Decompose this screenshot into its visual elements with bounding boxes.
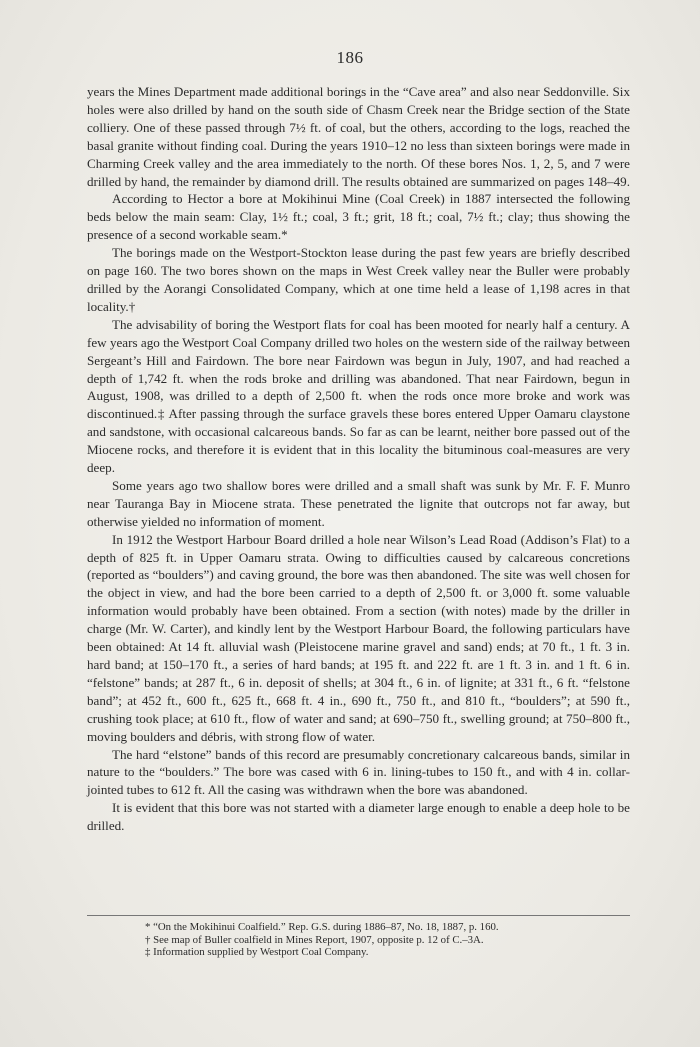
- paragraph-continuation: years the Mines Department made additional borings in the “Cave area” and also near Seddonville. Six holes were also drilled by hand on the south side of Chasm Creek near the Bridge section of the State colliery. One of these passed through 7½ ft. of coal, but the others, according to the logs, reached the basal granite without finding coal. During the years 1910–12 no less than sixteen borings were made in Charming Creek valley and the area immediately to the north. Of these bores Nos. 1, 2, 5, and 7 were drilled by hand, the remainder by diamond drill. The results obtained are summarized on pages 148–49.: [87, 84, 631, 189]
- paragraph-felstone-bands: The hard “elstone” bands of this record are presumably concretionary calcareous bands, similar in nature to the “boulders.” The bore was cased with 6 in. lining-tubes to 150 ft., and with 4 in. collar-jointed tubes to 612 ft. All the casing was withdrawn when the bore was abandoned.: [87, 746, 630, 798]
- paragraph-tauranga-bay: Some years ago two shallow bores were drilled and a small shaft was sunk by Mr. F. F. Munro near Tauranga Bay in Miocene strata. These penetrated the lignite that outcrops not far away, but otherwise yielded no information of moment.: [87, 477, 630, 529]
- footnote-divider: [87, 915, 630, 916]
- footnotes: [145, 921, 630, 959]
- footnote-1: * “On the Mokihinui Coalfield.” Rep. G.S. during 1886–87, No. 18, 1887, p. 160.: [145, 921, 499, 933]
- page-number: 186: [336, 48, 364, 67]
- paragraph-westport-flats: The advisability of boring the Westport flats for coal has been mooted for nearly half a century. A few years ago the Westport Coal Company drilled two holes on the western side of the railway between Sergeant’s Hill and Fairdown. The bore near Fairdown was begun in July, 1907, and had reached a depth of 1,742 ft. when the rods broke and drilling was abandoned. That near Fairdown, begun in August, 1908, was drilled to a depth of 2,500 ft. when the rods once more broke and work was discontinued.‡ After passing through the surface gravels these bores entered Upper Oamaru claystone and sandstone, with occasional calcareous bands. So far as can be learnt, neither bore passed out of the Miocene rocks, and therefore it is evident that in this locality the bituminous coal-measures are very deep.: [87, 316, 630, 476]
- footnote-3: ‡ Information supplied by Westport Coal Company.: [145, 946, 369, 959]
- body-text: [87, 83, 630, 835]
- paragraph-conclusion: It is evident that this bore was not started with a diameter large enough to enable a deep hole to be drilled.: [87, 800, 630, 834]
- paragraph-westport-stockton: The borings made on the Westport-Stockton lease during the past few years are briefly described on page 160. The two bores shown on the maps in West Creek valley near the Buller were probably drilled by the Aorangi Consolidated Company, which at one time held a lease of 1,198 acres in that locality.†: [87, 245, 630, 314]
- paragraph-mokihinui-bore: According to Hector a bore at Mokihinui Mine (Coal Creek) in 1887 intersected the following beds below the main seam: Clay, 1½ ft.; coal, 3 ft.; grit, 18 ft.; coal, 7½ ft.; clay; thus showing the presence of a second workable seam.*: [87, 191, 630, 243]
- paragraph-harbour-board-bore: In 1912 the Westport Harbour Board drilled a hole near Wilson’s Lead Road (Addison’s Flat) to a depth of 825 ft. in Upper Oamaru strata. Owing to difficulties caused by calcareous concretions (reported as “boulders”) and caving ground, the bore was then abandoned. The site was well chosen for the object in view, and had the bore been carried to a depth of 2,500 ft. or 3,000 ft. some valuable information would probably have been obtained. From a section (with notes) made by the driller in charge (Mr. W. Carter), and kindly lent by the Westport Harbour Board, the following particulars have been obtained: At 14 ft. alluvial wash (Pleistocene marine gravel and sand) ends; at 70 ft., 1 ft. 3 in. hard band; at 150–170 ft., a series of hard bands; at 195 ft. and 222 ft. are 1 ft. 3 in. and 1 ft. 6 in. “felstone” bands; at 287 ft., 6 in. deposit of shells; at 304 ft., 6 in. of lignite; at 331 ft., 6 ft. “felstone band”; at 452 ft., 600 ft., 625 ft., 668 ft. 4 in., 690 ft., 750 ft., and 810 ft., “boulders”; at 590 ft., crushing took place; at 610 ft., flow of water and sand; at 690–750 ft., swelling ground; at 750–800 ft., moving boulders and débris, with strong flow of water.: [87, 531, 630, 744]
- footnote-2: † See map of Buller coalfield in Mines Report, 1907, opposite p. 12 of C.–3A.: [145, 933, 484, 946]
